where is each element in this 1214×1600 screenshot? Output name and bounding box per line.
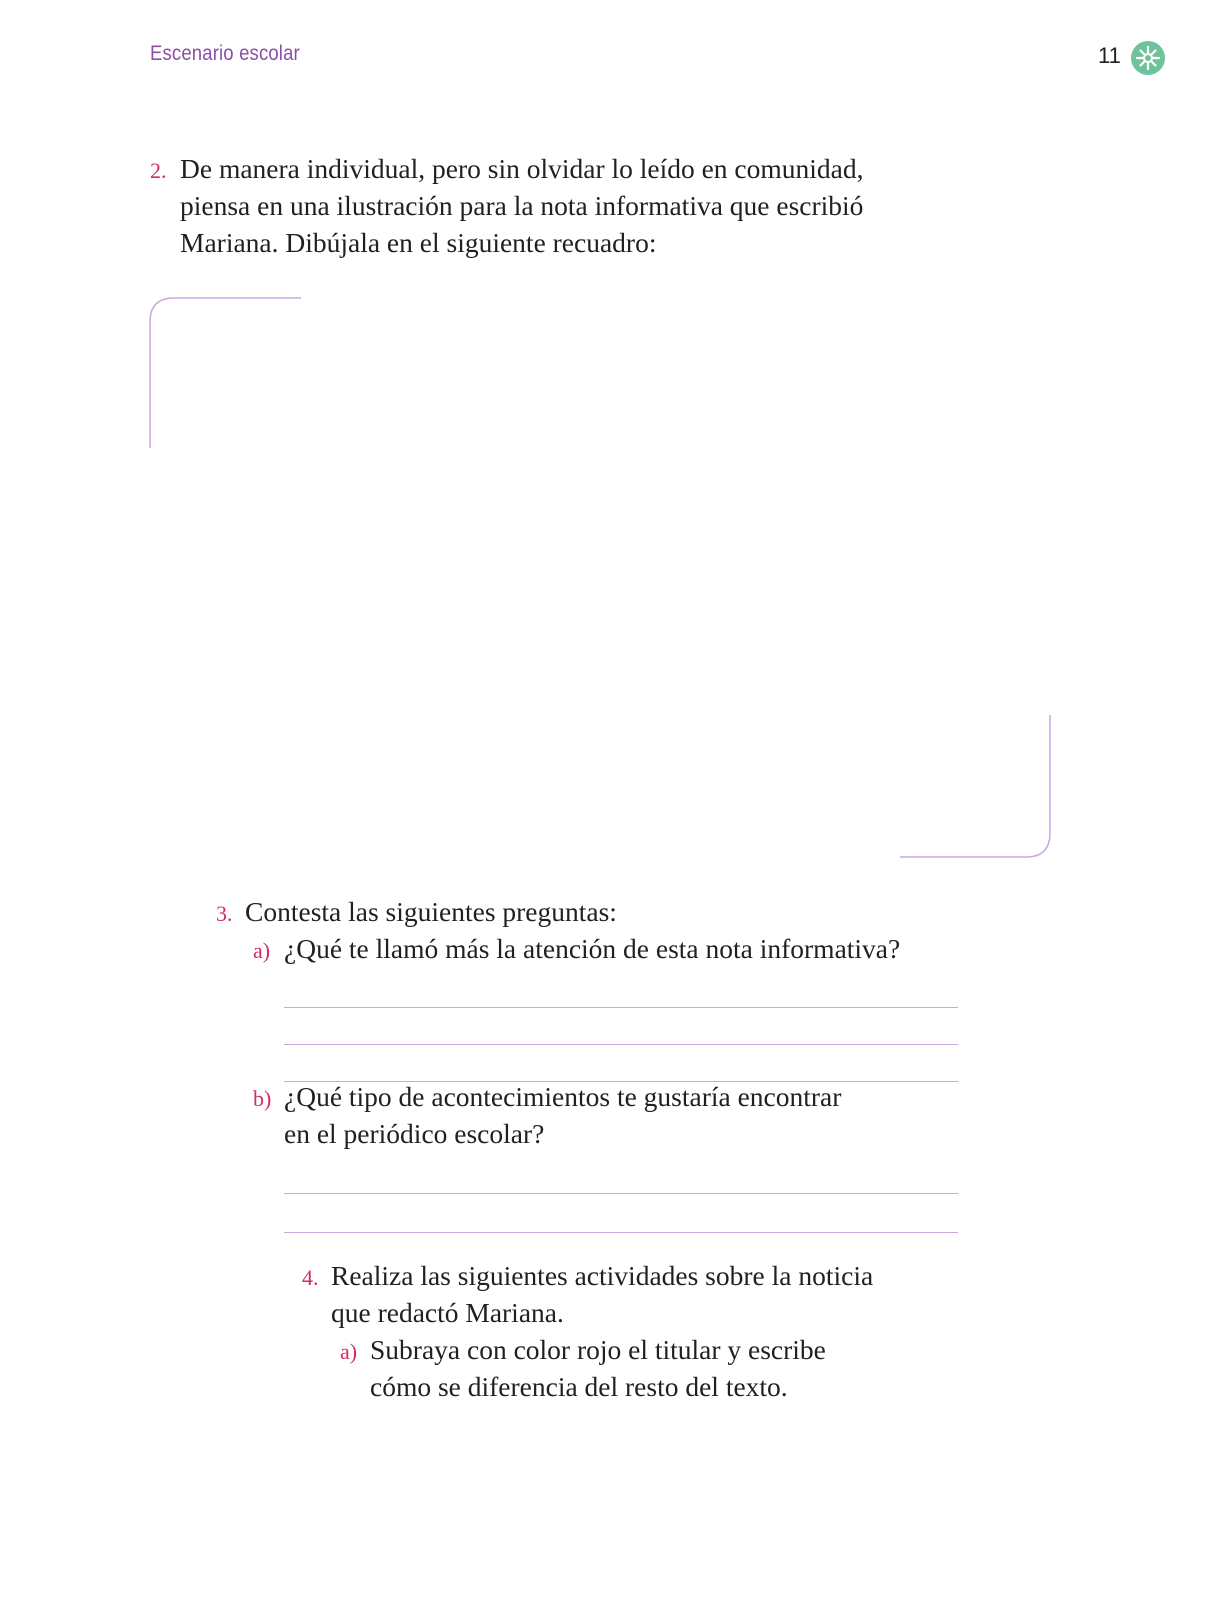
question-letter: a) bbox=[253, 938, 271, 963]
activity-3-text: Contesta las siguientes preguntas: bbox=[245, 896, 617, 927]
question-4a bbox=[370, 1331, 826, 1405]
activity-2-line: De manera individual, pero sin olvidar lo leído en comunidad, bbox=[180, 153, 864, 184]
activity-number: 4. bbox=[302, 1265, 319, 1290]
activity-4-line: Realiza las siguientes actividades sobre la noticia bbox=[331, 1260, 874, 1291]
activity-number: 2. bbox=[150, 158, 167, 183]
activity-2 bbox=[150, 150, 167, 189]
question-3b-line: ¿Qué tipo de acontecimientos te gustaría encontrar bbox=[284, 1081, 842, 1112]
answer-line[interactable] bbox=[284, 1044, 958, 1045]
activity-3 bbox=[216, 893, 233, 932]
question-4a-line: Subraya con color rojo el titular y escribe bbox=[370, 1334, 826, 1365]
activity-number: 3. bbox=[216, 901, 233, 926]
question-3a: ¿Qué te llamó más la atención de esta nota informativa? bbox=[284, 933, 901, 964]
answer-line[interactable] bbox=[284, 1232, 958, 1233]
question-3b bbox=[284, 1078, 841, 1152]
drawing-frame-bottom-right-corner bbox=[890, 705, 1060, 875]
green-flower-badge-icon bbox=[1130, 40, 1166, 76]
answer-line[interactable] bbox=[284, 1193, 958, 1194]
activity-2-text bbox=[180, 150, 880, 261]
question-3b-line: en el periódico escolar? bbox=[284, 1118, 545, 1149]
question-4a-line: cómo se diferencia del resto del texto. bbox=[370, 1371, 788, 1402]
activity-4 bbox=[302, 1257, 319, 1296]
section-title: Escenario escolar bbox=[150, 42, 300, 65]
activity-2-line: Mariana. Dibújala en el siguiente recuadro: bbox=[180, 227, 657, 258]
page-number: 11 bbox=[1098, 43, 1121, 68]
activity-2-line: piensa en una ilustración para la nota informativa que escribió bbox=[180, 190, 864, 221]
activity-4-line: que redactó Mariana. bbox=[331, 1297, 564, 1328]
activity-4-text bbox=[331, 1257, 873, 1331]
question-letter: a) bbox=[340, 1339, 358, 1364]
answer-line[interactable] bbox=[284, 1007, 958, 1008]
drawing-frame-top-left-corner bbox=[140, 288, 310, 458]
question-letter: b) bbox=[253, 1086, 272, 1111]
